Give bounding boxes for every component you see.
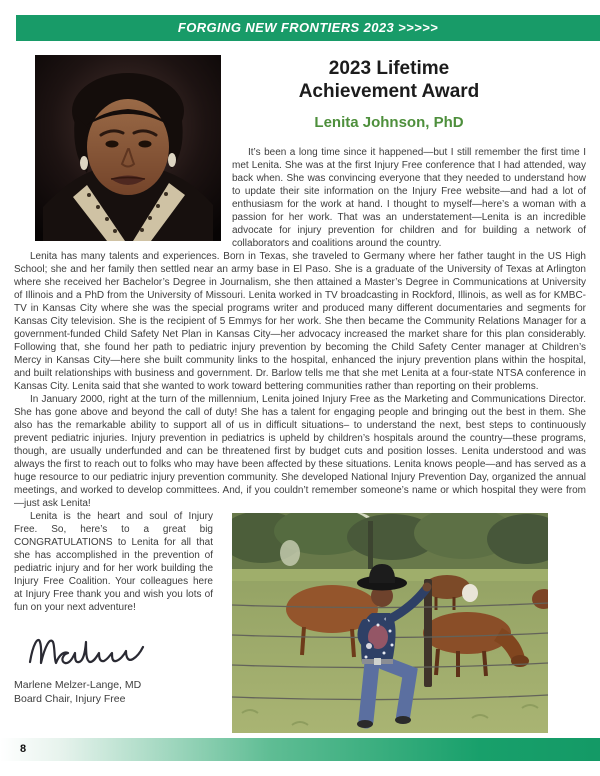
paragraph-3: In January 2000, right at the turn of the millennium, Lenita joined Injury Free as the Marketing and Communications Director. She has gone above and beyond the call of duty! She has a talent for engaging people and bringing out the best in them. She also has the remarkable ability to support all of us in difficult situations– to understand the next, best steps to continuously prevent pediatric injuries. Injury prevention in pediatrics is upheld by children’s hospitals around the country—these programs, though, are usually underfunded and can be threatened first by budget cuts and position losses. Lenita understood and was always the first to reach out to folks who may have been affected by these situations. Lenita knows people—and has served as a huge resource to our pediatric injury prevention community. She developed National Injury Prevention Day, organized the annual meetings, and worked to develop committees. And, if you couldn’t remember someone’s name or which hospital they were from—just ask Lenita!	[14, 394, 586, 509]
footer-bar	[0, 738, 600, 761]
paragraph-1: It’s been a long time since it happened—but I still remember the first time I met Lenita. She was at the first Injury Free conference that I had attended, way back when. She was convincing everyone that they needed to understand how to update their site information on the Injury Free website—and had a lot of enthusiasm for the work at hand. I thought to myself—here’s a woman with a passion for her work. That was an understatement—Lenita is an incredible advocate for injury prevention for children and for building a network of collaborators and coalitions around the country.	[232, 147, 586, 249]
ranch-photo-illustration	[232, 513, 548, 733]
ranch-photo	[232, 513, 548, 733]
paragraph-4: Lenita is the heart and soul of Injury Free. So, here’s to a great big CONGRATULATIONS to Lenita for all that she has accomplished in the prevention of pediatric injury and for her work building the Injury Free Coalition. Your colleagues here at Injury Free thank you and wish you lots of fun on your next adventure!	[14, 511, 213, 613]
banner-text: FORGING NEW FRONTIERS 2023 >>>>>	[177, 20, 439, 35]
portrait-photo-illustration	[35, 55, 221, 241]
honoree-name: Lenita Johnson, PhD	[314, 114, 464, 131]
paragraph-2: Lenita has many talents and experiences. Born in Texas, she traveled to Germany where her father taught in the US High School; she and her family then settled near an army base in El Paso. She is a graduate of the University of Texas at Arlington where she received her Bachelor’s Degree in Journalism, she then attained a Master’s Degree in Communications at University of Illinois and a PhD from the University of Missouri. Lenita worked in TV broadcasting in Rockford, Illinois, as well as for KMBC-TV in Kansas City where she was the special programs writer and produced many different documentaries and segments for Kansas City television. She is the recipient of 5 Emmys for her work. She then became the Community Relations Manager for a government-funded Child Safety Net Plan in Kansas City—her advocacy increased the market share for this plan considerably. Following that, she found her path to pediatric injury prevention by becoming the Child Safety Center manager at Children’s Mercy in Kansas City—here she built community links to the hospital, enhanced the injury prevention plans within the hospital, and built relationships with business and government. Dr. Barlow tells me that she met Lenita at a four-state NTSA conference in Kansas City. Lenita said that she wanted to work toward bettering communities rather than reporting on their problems.	[14, 251, 586, 392]
page-title-line1: 2023 Lifetime	[328, 58, 450, 79]
page-title-line2: Achievement Award	[298, 81, 480, 102]
handwritten-signature	[26, 628, 146, 670]
byline-title: Board Chair, Injury Free	[14, 693, 126, 705]
byline-name: Marlene Melzer-Lange, MD	[14, 679, 142, 691]
article-body	[14, 55, 586, 733]
top-banner	[16, 15, 600, 41]
portrait-photo	[35, 55, 221, 241]
page-number: 8	[20, 743, 27, 755]
